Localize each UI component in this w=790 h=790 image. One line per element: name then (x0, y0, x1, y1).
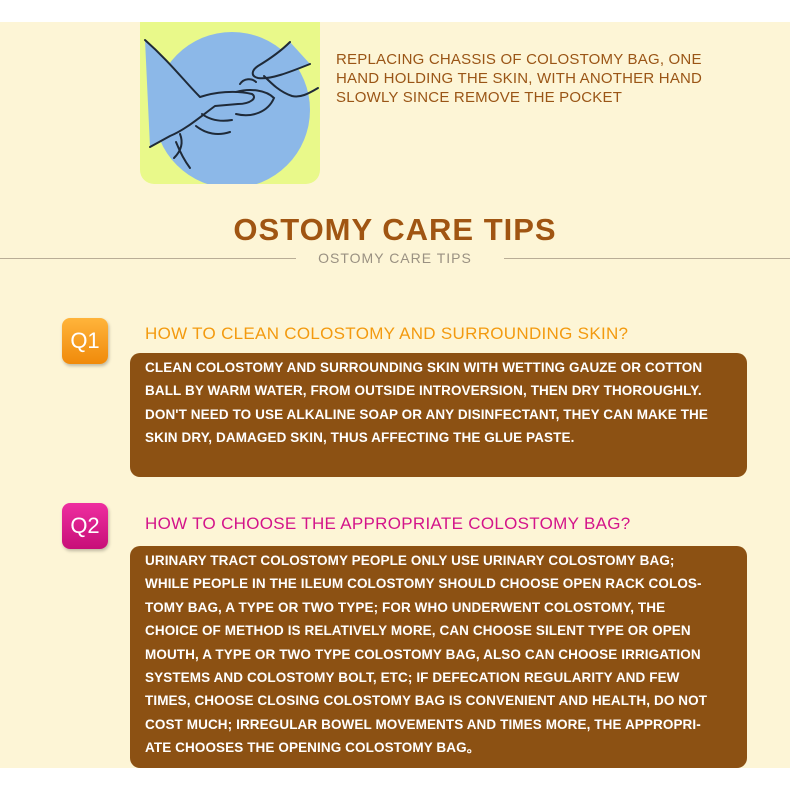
answer-line: CLEAN COLOSTOMY AND SURROUNDING SKIN WITH WETTING GAUZE OR COTTON (145, 360, 703, 375)
answer-line: TIMES, CHOOSE CLOSING COLOSTOMY BAG IS CONVENIENT AND HEALTH, DO NOT (145, 693, 708, 709)
answer-line: SKIN DRY, DAMAGED SKIN, THUS AFFECTING THE GLUE PASTE. (145, 430, 575, 446)
q1-answer-box (130, 353, 747, 477)
section-subtitle: OSTOMY CARE TIPS (318, 250, 472, 266)
hands-removing-pouch-illustration (140, 22, 320, 184)
answer-line: TOMY BAG, A TYPE OR TWO TYPE; FOR WHO UNDERWENT COLOSTOMY, THE (145, 599, 666, 615)
step-line: HAND HOLDING THE SKIN, WITH ANOTHER HAND (336, 70, 703, 87)
section-title: OSTOMY CARE TIPS (233, 212, 557, 247)
answer-line: WHILE PEOPLE IN THE ILEUM COLOSTOMY SHOULD CHOOSE OPEN RACK COLOS- (145, 576, 702, 592)
q2-question: HOW TO CHOOSE THE APPROPRIATE COLOSTOMY BAG? (145, 514, 631, 533)
q2-answer-box (130, 546, 747, 768)
step-line: SLOWLY SINCE REMOVE THE POCKET (336, 89, 623, 106)
q2-badge: Q2 (62, 503, 108, 549)
answer-line: COST MUCH; IRREGULAR BOWEL MOVEMENTS AND TIMES MORE, THE APPROPRI- (145, 716, 701, 732)
q1-question: HOW TO CLEAN COLOSTOMY AND SURROUNDING SKIN? (145, 324, 629, 343)
answer-line: URINARY TRACT COLOSTOMY PEOPLE ONLY USE URINARY COLOSTOMY BAG; (145, 553, 675, 568)
page-canvas (0, 22, 790, 768)
step-line: REPLACING CHASSIS OF COLOSTOMY BAG, ONE (336, 51, 702, 68)
divider-right (504, 258, 790, 259)
answer-line: BALL BY WARM WATER, FROM OUTSIDE INTROVERSION, THEN DRY THOROUGHLY. (145, 383, 702, 399)
answer-line: ATE CHOOSES THE OPENING COLOSTOMY BAG。 (145, 740, 481, 756)
q1-badge: Q1 (62, 318, 108, 364)
hands-illustration-icon (140, 22, 320, 184)
answer-line: SYSTEMS AND COLOSTOMY BOLT, ETC; IF DEFECATION REGULARITY AND FEW (145, 670, 680, 686)
answer-line: DON'T NEED TO USE ALKALINE SOAP OR ANY DISINFECTANT, THEY CAN MAKE THE (145, 406, 709, 422)
answer-line: CHOICE OF METHOD IS RELATIVELY MORE, CAN CHOOSE SILENT TYPE OR OPEN (145, 623, 691, 639)
step-description (336, 50, 756, 107)
subtitle-row (0, 248, 790, 268)
answer-line: MOUTH, A TYPE OR TWO TYPE COLOSTOMY BAG, ALSO CAN CHOOSE IRRIGATION (145, 646, 701, 662)
